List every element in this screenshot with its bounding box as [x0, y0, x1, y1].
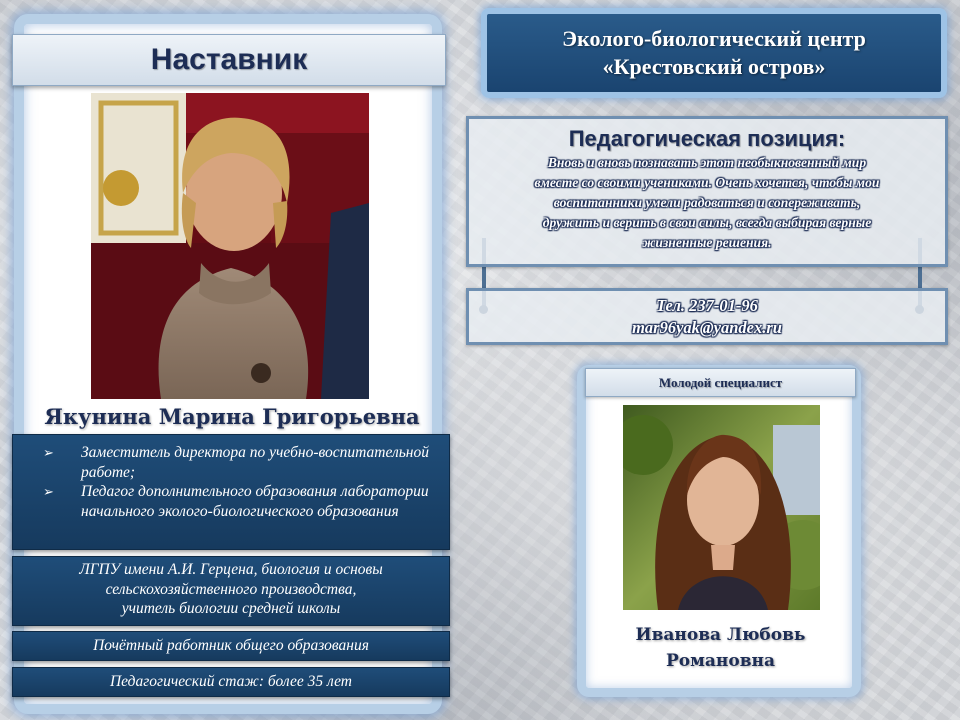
- young-specialist-photo: [623, 405, 820, 610]
- email-text: mar96yak@yandex.ru: [632, 318, 782, 337]
- pedagogical-position-box: [466, 116, 948, 267]
- positions-list: [43, 443, 441, 521]
- position-item: ➢ Заместитель директора по учебно-воспитательной работе;: [43, 443, 441, 482]
- ped-line: вместе со своими учениками. Очень хочется, чтобы мои: [534, 175, 880, 190]
- experience-box: Педагогический стаж: более 35 лет: [12, 667, 450, 697]
- position-item: ➢ Педагог дополнительного образования лаборатории начального эколого-биологического образования: [43, 482, 441, 521]
- ped-line: дружить и верить в свои силы, всегда выбирая верные: [542, 215, 872, 230]
- mentor-photo: [91, 93, 369, 399]
- young-photo-image: [623, 405, 820, 610]
- mentor-header: Наставник: [12, 34, 446, 86]
- title-line: «Крестовский остров»: [602, 54, 826, 79]
- young-name-line: Романовна: [666, 651, 775, 671]
- education-line: сельскохозяйственного производства,: [105, 580, 357, 598]
- ped-line: жизненные решения.: [642, 235, 772, 250]
- education-line: ЛГПУ имени А.И. Герцена, биология и основы: [79, 561, 383, 578]
- young-specialist-header: Молодой специалист: [585, 368, 856, 397]
- mentor-name: Якунина Марина Григорьевна: [44, 404, 420, 429]
- mentor-photo-image: [91, 93, 369, 399]
- pedagogical-position-text: [469, 153, 945, 253]
- phone-text: Тел. 237-01-96: [656, 296, 758, 315]
- education-box: [12, 556, 450, 626]
- honor-box: Почётный работник общего образования: [12, 631, 450, 661]
- ped-line: Вновь и вновь познавать этот необыкновенный мир: [547, 155, 867, 170]
- young-specialist-name: [585, 622, 856, 674]
- pedagogical-position-heading: Педагогическая позиция:: [568, 126, 846, 151]
- education-line: учитель биологии средней школы: [121, 600, 341, 617]
- positions-box: [12, 434, 450, 550]
- contact-box: [466, 288, 948, 345]
- center-title: [481, 8, 947, 98]
- ped-line: воспитанники умели радоваться и сопереживать,: [553, 195, 861, 210]
- title-line: Эколого-биологический центр: [562, 26, 866, 51]
- young-name-line: Иванова Любовь: [635, 625, 806, 645]
